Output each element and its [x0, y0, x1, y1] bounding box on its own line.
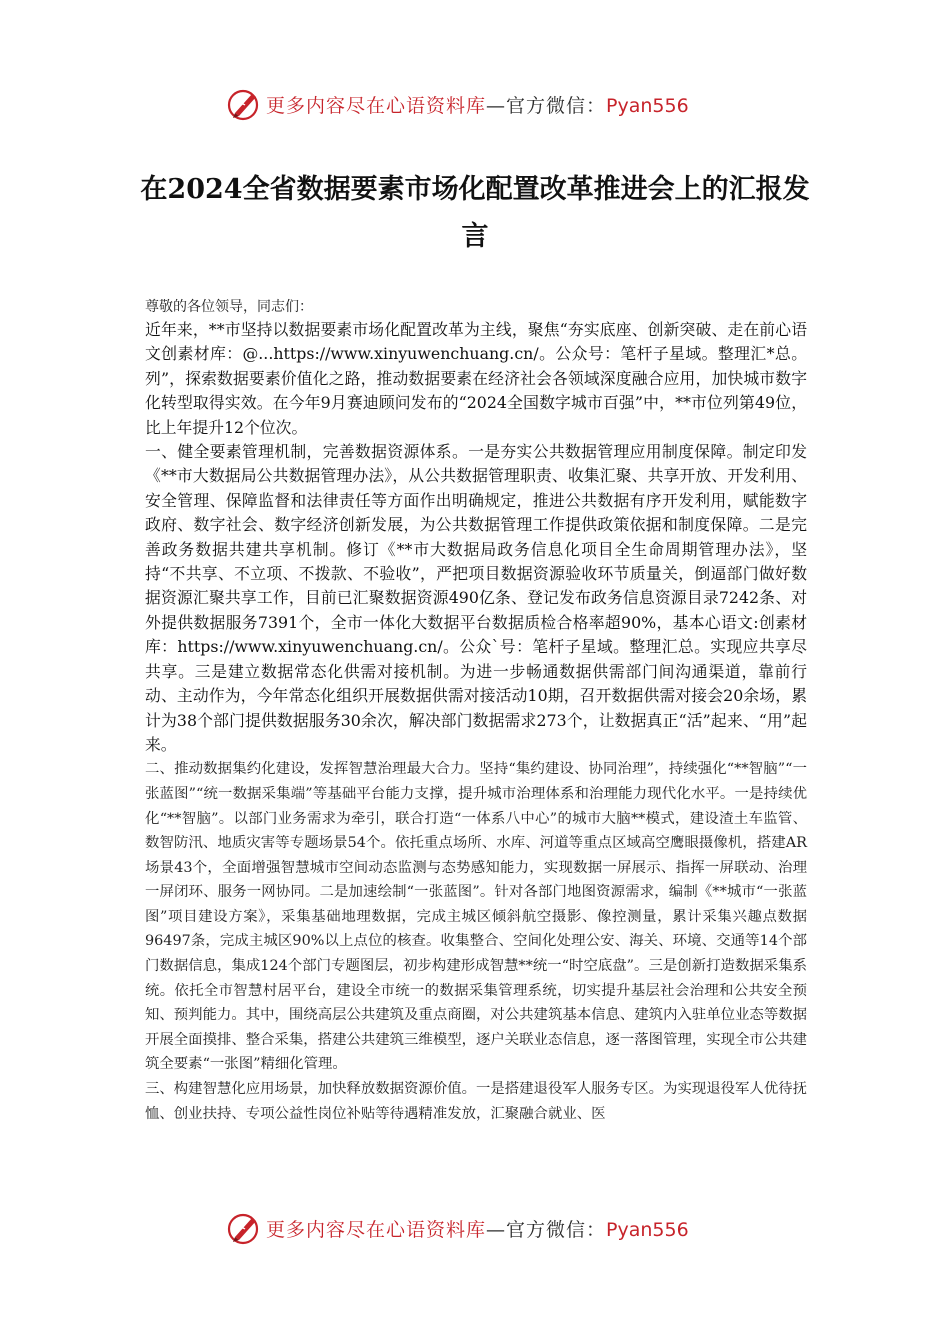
document-title: 在2024全省数据要素市场化配置改革推进会上的汇报发言 — [140, 174, 810, 253]
paragraph-section-2: 二、推动数据集约化建设，发挥智慧治理最大合力。坚持“集约建设、协同治理”，持续强化“**智脑”“一张蓝图”“统一数据采集端”等基础平台能力支撑，提升城市治理体系和治理能力现代化水平。一是持续优化“**智脑”。以部门业务需求为牵引，联合打造“一体系八中心”的城市大脑**模式，建设渣土车监管、数智防汛、地质灾害等专题场景54个。依托重点场所、水库、河道等重点区域高空鹰眼摄像机，搭建AR场景43个，全面增强智慧城市空间动态监测与态势感知能力，实现数据一屏展示、指挥一屏联动、治理一屏闭环、服务一网协同。二是加速绘制“一张蓝图”。针对各部门地图资源需求，编制《**城市“一张蓝图”项目建设方案》，采集基础地理数据，完成主城区倾斜航空摄影、像控测量，累计采集兴趣点数据96497条，完成主城区90%以上点位的核查。收集整合、空间化处理公安、海关、环境、交通等14个部门数据信息，集成124个部门专题图层，初步构建形成智慧**统一“时空底盘”。三是创新打造数据采集系统。依托全市智慧村居平台，建设全市统一的数据采集管理系统，切实提升基层社会治理和公共安全预知、预判能力。其中，围绕高层公共建筑及重点商圈，对公共建筑基本信息、建筑内入驻单位业态等数据开展全面摸排、整合采集，搭建公共建筑三维模型，逐户关联业态信息，逐一落图管理，实现全市公共建筑全要素“一张图”精细化管理。 — [145, 761, 807, 1073]
watermark-banner-bottom — [226, 1208, 746, 1248]
watermark-text — [266, 91, 689, 118]
watermark-wechat-label: 官方微信： — [506, 94, 607, 117]
watermark-text — [266, 1215, 689, 1242]
body-block-large — [145, 318, 807, 757]
paragraph-section-3: 三、构建智慧化应用场景，加快释放数据资源价值。一是搭建退役军人服务专区。为实现退役军人优待抚恤、创业扶持、专项公益性岗位补贴等待遇精准发放，汇聚融合就业、医 — [145, 1081, 807, 1122]
paragraph-intro: 近年来，**市坚持以数据要素市场化配置改革为主线，聚焦“夯实底座、创新突破、走在前心语文创素材库：@...https://www.xinyuwenchuang.cn/。公众号：笔杆子星域。整理汇*总。列”，探索数据要素价值化之路，推动数据要素在经济社会各领域深度融合应用，加快城市数字化转型取得实效。在今年9月赛迪顾问发布的“2024全国数字城市百强”中，**市位列第49位，比上年提升12个位次。 — [145, 320, 807, 437]
watermark-banner-top — [226, 84, 746, 124]
watermark-dash: — — [486, 1218, 507, 1241]
watermark-dash: — — [486, 94, 507, 117]
pen-logo-icon — [226, 86, 262, 122]
watermark-wechat-id: Pyan556 — [606, 1218, 689, 1241]
document-body — [145, 296, 807, 1126]
watermark-wechat-id: Pyan556 — [606, 94, 689, 117]
watermark-library: 更多内容尽在心语资料库 — [266, 1218, 487, 1241]
paragraph-section-1: 一、健全要素管理机制，完善数据资源体系。一是夯实公共数据管理应用制度保障。制定印发《**市大数据局公共数据管理办法》，从公共数据管理职责、收集汇聚、共享开放、开发利用、安全管理、保障监督和法律责任等方面作出明确规定，推进公共数据有序开发利用，赋能数字政府、数字社会、数字经济创新发展，为公共数据管理工作提供政策依据和制度保障。二是完善政务数据共建共享机制。修订《**市大数据局政务信息化项目全生命周期管理办法》，坚持“不共享、不立项、不拨款、不验收”，严把项目数据资源验收环节质量关，倒逼部门做好数据资源汇聚共享工作，目前已汇聚数据资源490亿条、登记发布政务信息资源目录7242条、对外提供数据服务7391个，全市一体化大数据平台数据质检合格率超90%，基本心语文:创素材库：https://www.xinyuwenchuang.cn/。公众`号：笔杆子星域。整理汇总。实现应共享尽共享。三是建立数据常态化供需对接机制。为进一步畅通数据供需部门间沟通渠道，靠前行动、主动作为，今年常态化组织开展数据供需对接活动10期，召开数据供需对接会20余场，累计为38个部门提供数据服务30余次，解决部门数据需求273个，让数据真正“活”起来、“用”起来。 — [145, 442, 807, 754]
watermark-library: 更多内容尽在心语资料库 — [266, 94, 487, 117]
pen-logo-icon — [226, 1210, 262, 1246]
greeting: 尊敬的各位领导，同志们： — [145, 299, 313, 315]
body-block-small — [145, 757, 807, 1126]
watermark-wechat-label: 官方微信： — [506, 1218, 607, 1241]
